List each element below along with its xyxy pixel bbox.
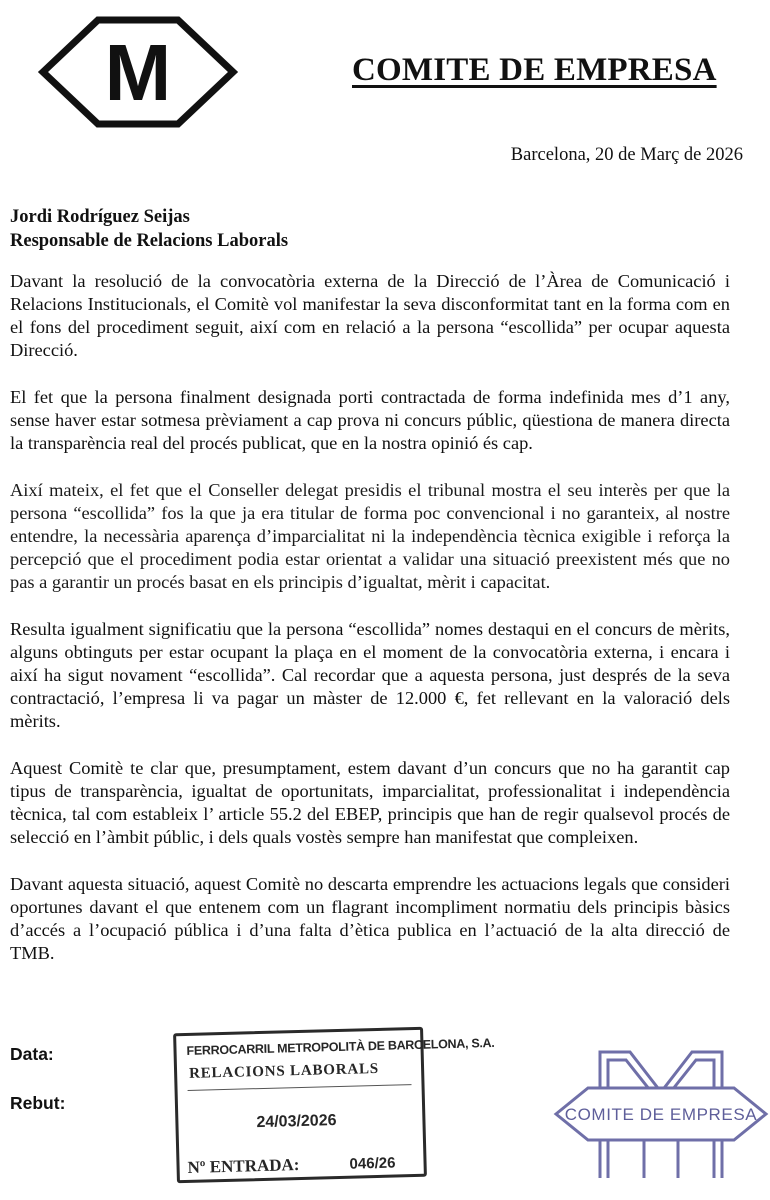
paragraph: Davant la resolució de la convocatòria externa de la Direcció de l’Àrea de Comunicació i Relacions Institucionals, el Comitè vol manifestar la seva disconformitat tant en la forma com en el fons del procediment seguit, així com en relació a la persona “escollida” per ocupar aquesta Direcció.	[10, 271, 730, 360]
paragraph: Així mateix, el fet que el Conseller delegat presidis el tribunal mostra el seu interès per que la persona “escollida” fos la que ja era titular de forma poc convencional i no garanteix, al nostre entendre, la necessària aparença d’imparcialitat ni la independència tècnica exigible i reforça la percepció que el procediment podia estar orientat a validar una situació preexistent més que no pas a garantir un procés basat en els principis d’igualtat, mèrit i capacitat.	[10, 480, 730, 592]
stamp-entry-number: 046/26	[349, 1154, 396, 1173]
rebut-label: Rebut:	[10, 1093, 66, 1113]
stamp-entry-label: Nº ENTRADA:	[187, 1155, 300, 1177]
reception-stamp	[173, 1027, 495, 1183]
recipient-block	[10, 205, 288, 253]
company-logo	[38, 12, 238, 132]
stamp-company: FERROCARRIL METROPOLITÀ DE BARCELONA, S.A.	[186, 1035, 495, 1058]
paragraph: Resulta igualment significatiu que la persona “escollida” nomes destaqui en el concurs de mèrits, alguns obtinguts per estar ocupant la plaça en el moment de la convocatòria externa, i encara i així ha sigut novament “escollida”. Cal recordar que a aquesta persona, just després de la seva contractació, l’empresa li va pagar un màster de 12.000 €, fet rellevant en la valoració dels mèrits.	[10, 619, 730, 731]
seal-text: COMITE DE EMPRESA	[564, 1105, 758, 1124]
committee-seal	[552, 1040, 770, 1190]
data-label: Data:	[10, 1044, 54, 1064]
recipient-role: Responsable de Relacions Laborals	[10, 231, 289, 251]
paragraph: El fet que la persona finalment designada porti contractada de forma indefinida mes d’1 any, sense haver estar sotmesa prèviament a cap prova ni concurs públic, qüestiona de manera directa la transparència real del procés publicat, que en la nostra opinió és cap.	[10, 387, 730, 453]
date-line: Barcelona, 20 de Març de 2026	[510, 145, 743, 165]
stamp-divider	[188, 1084, 412, 1091]
logo-letter: M	[104, 28, 172, 117]
recipient-name: Jordi Rodríguez Seijas	[10, 207, 190, 227]
paragraph: Aquest Comitè te clar que, presumptament, estem davant d’un concurs que no ha garantit cap tipus de transparència, igualtat de oportunitats, imparcialitat, professionalitat i independència tècnica, tal com estableix l’ article 55.2 del EBEP, principis que han de regir qualsevol procés de selecció en l’àmbit públic, i dels quals vostès sempre han manifestat que compleixen.	[10, 758, 730, 847]
paragraph: Davant aquesta situació, aquest Comitè no descarta emprendre les actuacions legals que consideri oportunes davant el que entenem com un flagrant incompliment normatiu dels principis bàsics d’accés a l’ocupació pública i d’una falta d’ètica publica en l’actuació de la alta direcció de TMB.	[10, 874, 730, 963]
document-title: COMITE DE EMPRESA	[352, 52, 717, 88]
stamp-date: 24/03/2026	[256, 1112, 337, 1132]
stamp-department: RELACIONS LABORALS	[188, 1060, 380, 1082]
letter-body	[10, 270, 730, 989]
